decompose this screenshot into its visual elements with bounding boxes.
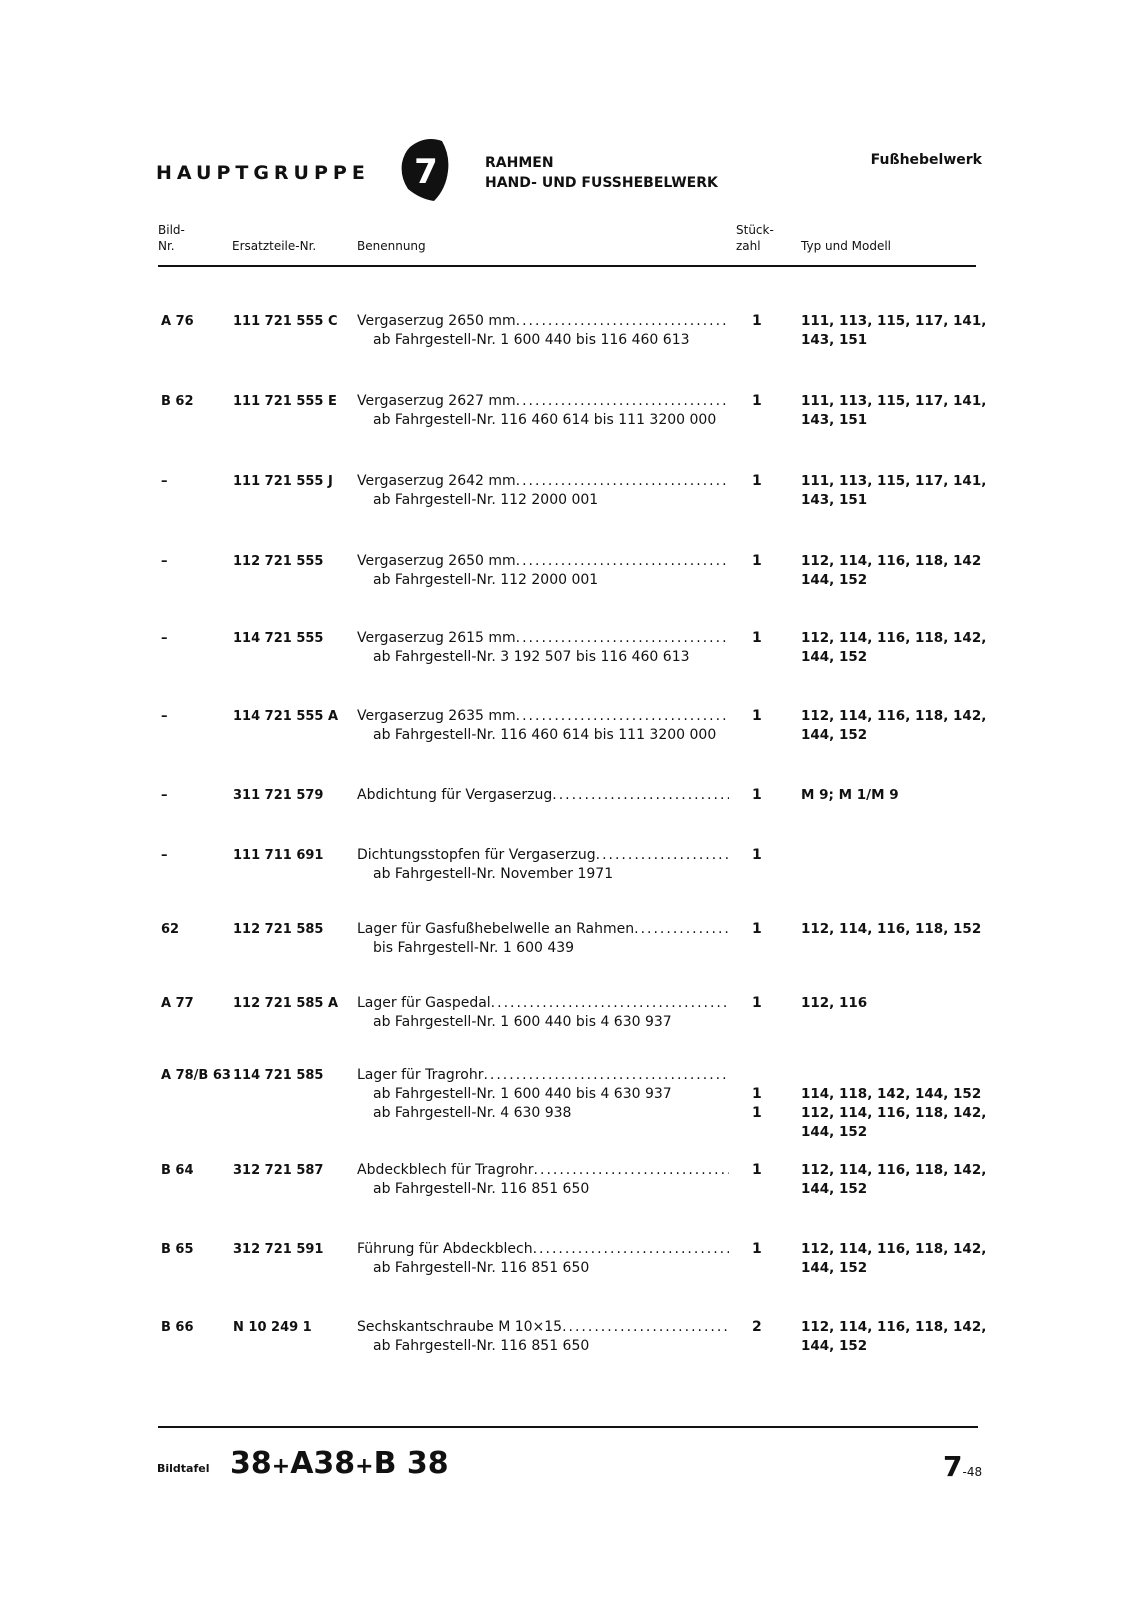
benennung: [357, 392, 729, 430]
ersatzteil-nr: 111 721 555 C: [233, 314, 338, 329]
page-number-sep: -: [962, 1465, 967, 1479]
header-rule: [158, 265, 976, 267]
benennung: [357, 707, 729, 745]
leader-dots: [516, 552, 729, 571]
benennung-line: [357, 707, 729, 726]
stueckzahl: 1: [752, 553, 762, 569]
typ-modell: 112, 114, 116, 118, 142, 144, 152: [801, 630, 987, 665]
page-number-sub: 48: [966, 1465, 983, 1479]
typ-modell: 111, 113, 115, 117, 141, 143, 151: [801, 473, 987, 508]
benennung-sub: bis Fahrgestell-Nr. 1 600 439: [373, 940, 575, 956]
hauptgruppe-label: HAUPTGRUPPE: [156, 162, 370, 184]
typ-modell: 112, 114, 116, 118, 142 144, 152: [801, 553, 982, 588]
section-title: Fußhebelwerk: [870, 152, 982, 168]
typ-modell: M 9; M 1/M 9: [801, 787, 899, 803]
ersatzteil-nr: 112 721 585: [233, 922, 324, 937]
ersatzteil-nr: 312 721 591: [233, 1242, 324, 1257]
bild-nr: B 66: [161, 1320, 194, 1335]
ersatzteil-nr: 114 721 585: [233, 1068, 324, 1083]
benennung: [357, 1240, 729, 1278]
leader-dots: [552, 786, 729, 805]
benennung: [357, 472, 729, 510]
bild-nr: B 65: [161, 1242, 194, 1257]
benennung-text: Sechskantschraube M 10×15: [357, 1319, 563, 1335]
stueckzahl: 1: [752, 921, 762, 937]
benennung-text: Vergaserzug 2627 mm: [357, 393, 516, 409]
typ-modell: 112, 114, 116, 118, 142, 144, 152: [801, 708, 987, 743]
bildtafel-label: Bildtafel: [157, 1462, 210, 1475]
typ-modell: 111, 113, 115, 117, 141, 143, 151: [801, 393, 987, 428]
group-number-badge-icon: [400, 137, 450, 203]
benennung-sub: ab Fahrgestell-Nr. 1 600 440 bis 4 630 937: [373, 1014, 672, 1030]
typ-modell: 114, 118, 142, 144, 152 112, 114, 116, 118, 142, 144, 152: [801, 1086, 987, 1140]
stueckzahl: 1: [752, 787, 762, 803]
benennung-text: Dichtungsstopfen für Vergaserzug: [357, 847, 596, 863]
page-number: [943, 1450, 982, 1483]
stueckzahl: 2: [752, 1319, 762, 1335]
bild-nr: A 76: [161, 314, 194, 329]
typ-modell: 111, 113, 115, 117, 141, 143, 151: [801, 313, 987, 348]
benennung-line: [357, 629, 729, 648]
benennung: [357, 920, 729, 958]
ersatzteil-nr: 114 721 555 A: [233, 709, 339, 724]
ersatzteil-nr: 312 721 587: [233, 1163, 324, 1178]
leader-dots: [516, 312, 729, 331]
benennung-sub: ab Fahrgestell-Nr. November 1971: [373, 866, 614, 882]
leader-dots: [534, 1161, 729, 1180]
stueckzahl: 1 1: [752, 1086, 762, 1121]
leader-dots: [596, 846, 729, 865]
bildtafel-number-2: A38: [290, 1446, 356, 1481]
benennung-text: Abdeckblech für Tragrohr: [357, 1162, 534, 1178]
page-number-main: 7: [943, 1450, 963, 1483]
benennung-line: [357, 994, 729, 1013]
benennung-line: [357, 1161, 729, 1180]
leader-dots: [483, 1066, 729, 1085]
benennung-text: Vergaserzug 2650 mm: [357, 313, 516, 329]
typ-modell: 112, 114, 116, 118, 152: [801, 921, 982, 937]
group-title-line1: RAHMEN: [485, 155, 554, 171]
stueckzahl: 1: [752, 708, 762, 724]
col-header-bild: Bild- Nr.: [158, 223, 185, 253]
benennung: [357, 629, 729, 667]
benennung-text: Lager für Gasfußhebelwelle an Rahmen: [357, 921, 635, 937]
benennung-sub: ab Fahrgestell-Nr. 116 851 650: [373, 1338, 590, 1354]
benennung: [357, 994, 729, 1032]
benennung: [357, 1066, 729, 1123]
benennung-sub: ab Fahrgestell-Nr. 4 630 938: [373, 1105, 572, 1121]
benennung-sub: ab Fahrgestell-Nr. 116 851 650: [373, 1181, 590, 1197]
benennung: [357, 1318, 729, 1356]
typ-modell: 112, 116: [801, 995, 868, 1011]
bild-nr: –: [161, 631, 168, 646]
bildtafel-number-1: 38: [230, 1446, 272, 1481]
benennung-text: Führung für Abdeckblech: [357, 1241, 533, 1257]
benennung-line: [357, 1066, 729, 1085]
benennung-sub: ab Fahrgestell-Nr. 116 460 614 bis 111 3200 000: [373, 727, 717, 743]
bild-nr: A 78/B 63: [161, 1068, 231, 1083]
bild-nr: B 62: [161, 394, 194, 409]
benennung-text: Vergaserzug 2635 mm: [357, 708, 516, 724]
bild-nr: 62: [161, 922, 180, 937]
bildtafel-number-3: B 38: [373, 1446, 449, 1481]
leader-dots: [516, 629, 729, 648]
leader-dots: [562, 1318, 729, 1337]
benennung: [357, 786, 729, 805]
benennung-line: [357, 786, 729, 805]
ersatzteil-nr: 112 721 555: [233, 554, 324, 569]
bild-nr: A 77: [161, 996, 194, 1011]
leader-dots: [516, 392, 729, 411]
leader-dots: [533, 1240, 729, 1259]
ersatzteil-nr: 112 721 585 A: [233, 996, 339, 1011]
typ-modell: 112, 114, 116, 118, 142, 144, 152: [801, 1319, 987, 1354]
leader-dots: [516, 707, 729, 726]
benennung: [357, 846, 729, 884]
stueckzahl: 1: [752, 473, 762, 489]
benennung-text: Abdichtung für Vergaserzug: [357, 787, 553, 803]
bild-nr: –: [161, 474, 168, 489]
benennung-line: [357, 312, 729, 331]
benennung-sub: ab Fahrgestell-Nr. 112 2000 001: [373, 492, 599, 508]
ersatzteil-nr: 311 721 579: [233, 788, 324, 803]
leader-dots: [491, 994, 729, 1013]
group-number: 7: [414, 152, 438, 192]
plus-sign: +: [271, 1454, 291, 1479]
benennung-sub: ab Fahrgestell-Nr. 112 2000 001: [373, 572, 599, 588]
stueckzahl: 1: [752, 393, 762, 409]
benennung-text: Vergaserzug 2615 mm: [357, 630, 516, 646]
benennung: [357, 1161, 729, 1199]
stueckzahl: 1: [752, 1241, 762, 1257]
ersatzteil-nr: 111 721 555 J: [233, 474, 333, 489]
benennung-line: [357, 392, 729, 411]
benennung-line: [357, 472, 729, 491]
bild-nr: –: [161, 554, 168, 569]
benennung-line: [357, 552, 729, 571]
benennung-sub: ab Fahrgestell-Nr. 1 600 440 bis 116 460 613: [373, 332, 690, 348]
benennung-text: Lager für Tragrohr: [357, 1067, 484, 1083]
benennung-line: [357, 1240, 729, 1259]
stueckzahl: 1: [752, 995, 762, 1011]
typ-modell: 112, 114, 116, 118, 142, 144, 152: [801, 1162, 987, 1197]
group-title: [485, 153, 718, 193]
bild-nr: B 64: [161, 1163, 194, 1178]
stueckzahl: 1: [752, 1162, 762, 1178]
benennung-line: [357, 846, 729, 865]
col-header-benennung: Benennung: [357, 239, 426, 253]
bildtafel-numbers: [230, 1446, 449, 1481]
ersatzteil-nr: 111 721 555 E: [233, 394, 337, 409]
stueckzahl: 1: [752, 847, 762, 863]
col-header-typ: Typ und Modell: [801, 239, 891, 253]
group-title-line2: HAND- UND FUSSHEBELWERK: [485, 175, 718, 191]
benennung: [357, 312, 729, 350]
benennung-sub: ab Fahrgestell-Nr. 116 460 614 bis 111 3200 000: [373, 412, 717, 428]
benennung-sub: ab Fahrgestell-Nr. 3 192 507 bis 116 460 613: [373, 649, 690, 665]
bild-nr: –: [161, 848, 168, 863]
leader-dots: [634, 920, 729, 939]
leader-dots: [516, 472, 729, 491]
ersatzteil-nr: 114 721 555: [233, 631, 324, 646]
benennung: [357, 552, 729, 590]
benennung-text: Vergaserzug 2650 mm: [357, 553, 516, 569]
bild-nr: –: [161, 709, 168, 724]
benennung-text: Vergaserzug 2642 mm: [357, 473, 516, 489]
col-header-ersatzteil: Ersatzteile-Nr.: [232, 239, 317, 253]
ersatzteil-nr: N 10 249 1: [233, 1320, 312, 1335]
ersatzteil-nr: 111 711 691: [233, 848, 324, 863]
benennung-text: Lager für Gaspedal: [357, 995, 491, 1011]
stueckzahl: 1: [752, 313, 762, 329]
footer-rule: [158, 1426, 978, 1428]
bild-nr: –: [161, 788, 168, 803]
plus-sign: +: [355, 1454, 374, 1479]
col-header-stueck: Stück- zahl: [736, 223, 774, 253]
benennung-sub: ab Fahrgestell-Nr. 116 851 650: [373, 1260, 590, 1276]
benennung-line: [357, 1318, 729, 1337]
benennung-line: [357, 920, 729, 939]
stueckzahl: 1: [752, 630, 762, 646]
typ-modell: 112, 114, 116, 118, 142, 144, 152: [801, 1241, 987, 1276]
benennung-sub: ab Fahrgestell-Nr. 1 600 440 bis 4 630 937: [373, 1086, 672, 1102]
